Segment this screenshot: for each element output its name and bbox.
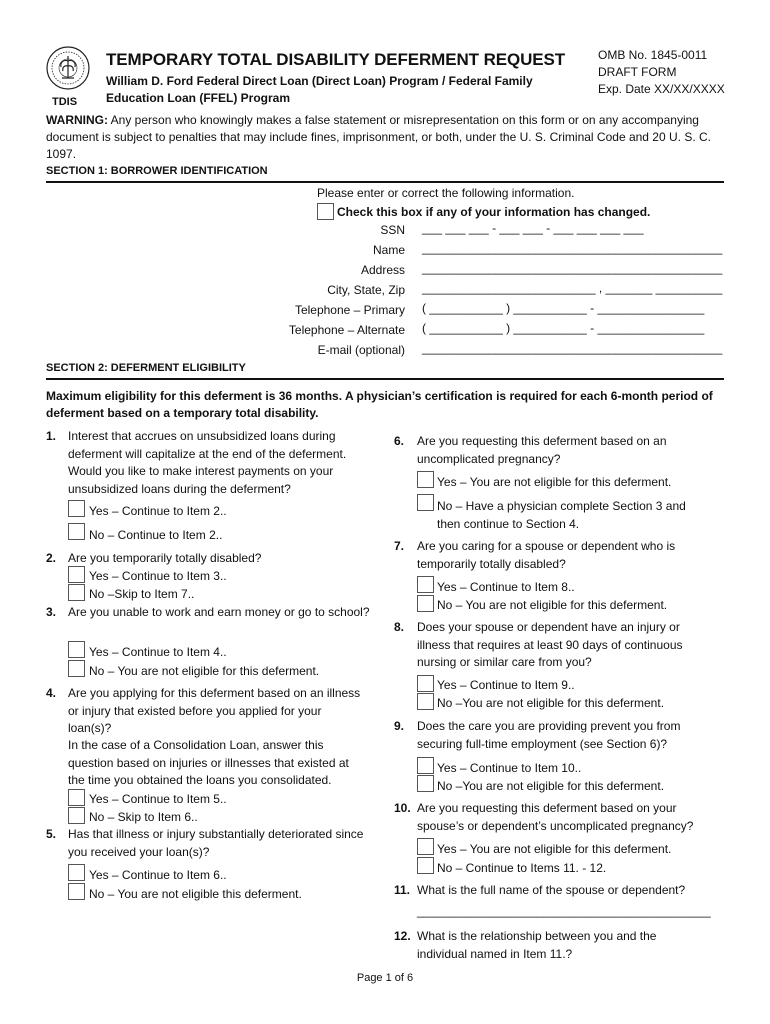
item-number: 5. <box>46 827 57 841</box>
item-4-question: Are you applying for this deferment based on an illness or injury that existed before you applied for your loan(s)? <box>68 686 361 735</box>
item-3-yes-label: Yes – Continue to Item 4.. <box>89 645 227 659</box>
item-9-yes-label: Yes – Continue to Item 10.. <box>437 761 582 775</box>
item-6-question: Are you requesting this deferment based on an uncomplicated pregnancy? <box>417 434 667 466</box>
item-11-question: What is the full name of the spouse or dependent? <box>417 883 686 897</box>
section2-heading: SECTION 2: DEFERMENT ELIGIBILITY <box>46 362 246 374</box>
item-8-yes-label: Yes – Continue to Item 9.. <box>437 678 575 692</box>
item-5-no-checkbox[interactable] <box>68 883 85 900</box>
name-field[interactable]: _____________________________________________ <box>422 241 723 255</box>
item-3-yes-checkbox[interactable] <box>68 641 85 658</box>
item-8-no-label: No –You are not eligible for this deferment. <box>437 696 665 710</box>
expiration-date: Exp. Date XX/XX/XXXX <box>598 82 725 96</box>
telephone-alternate-field[interactable]: ( ___________ ) ___________ - ________________ <box>422 321 705 335</box>
item-number: 4. <box>46 686 57 700</box>
ssn-field[interactable]: ___ ___ ___ - ___ ___ - ___ ___ ___ ___ <box>422 221 644 235</box>
item-2-no-label: No –Skip to Item 7.. <box>89 587 195 601</box>
city-state-zip-label: City, State, Zip <box>327 283 405 297</box>
item-1-yes-checkbox[interactable] <box>68 500 85 517</box>
item-4-consolidation-note: In the case of a Consolidation Loan, answer this question based on injuries or illnesses that existed at the time you obtained the loans you consolidated. <box>68 738 349 787</box>
department-seal-icon <box>46 46 90 90</box>
item-12-question: What is the relationship between you and the individual named in Item 11.? <box>417 929 657 961</box>
address-field[interactable]: _____________________________________________ <box>422 261 723 275</box>
item-number: 6. <box>394 434 405 448</box>
item-11-name-field[interactable]: ____________________________________________ <box>417 904 711 918</box>
item-10-question: Are you requesting this deferment based on your spouse’s or dependent’s uncomplicated pregnancy? <box>417 801 694 833</box>
page-number: Page 1 of 6 <box>356 972 414 984</box>
item-9-question: Does the care you are providing prevent you from securing full-time employment (see Section 6)? <box>417 719 681 751</box>
info-changed-label: Check this box if any of your information has changed. <box>337 205 651 219</box>
item-number: 1. <box>46 429 57 443</box>
item-9-no-checkbox[interactable] <box>417 775 434 792</box>
item-2-no-checkbox[interactable] <box>68 584 85 601</box>
item-3-question: Are you unable to work and earn money or go to school? <box>68 605 370 619</box>
address-label: Address <box>360 263 405 277</box>
item-4-no-checkbox[interactable] <box>68 807 85 824</box>
item-5-yes-checkbox[interactable] <box>68 864 85 881</box>
item-1-question: Interest that accrues on unsubsidized loans during deferment will capitalize at the end of the deferment. Would you like to make interest payments on your unsubsidized loans during the deferment? <box>68 429 347 496</box>
item-number: 12. <box>394 929 411 943</box>
item-5-question: Has that illness or injury substantially deteriorated since you received your loan(s)? <box>68 827 364 859</box>
item-7-yes-checkbox[interactable] <box>417 576 434 593</box>
item-8-no-checkbox[interactable] <box>417 693 434 710</box>
section1-rule <box>46 181 724 183</box>
section2-intro: Maximum eligibility for this deferment is 36 months. A physician’s certification is required for each 6-month period of deferment based on a temporary total disability. <box>46 389 713 420</box>
ssn-label: SSN <box>380 223 405 237</box>
form-title: TEMPORARY TOTAL DISABILITY DEFERMENT REQUEST <box>106 50 566 69</box>
section1-instruction: Please enter or correct the following information. <box>317 186 575 200</box>
omb-number: OMB No. 1845-0011 <box>598 48 708 62</box>
item-8-question: Does your spouse or dependent have an injury or illness that requires at least 90 days of continuous nursing or similar care from you? <box>417 620 683 669</box>
section2-rule <box>46 378 724 380</box>
item-number: 9. <box>394 719 405 733</box>
item-2-yes-label: Yes – Continue to Item 3.. <box>89 569 227 583</box>
draft-label: DRAFT FORM <box>598 65 677 79</box>
warning-text <box>46 112 726 163</box>
item-7-question: Are you caring for a spouse or dependent who is temporarily totally disabled? <box>417 539 676 571</box>
item-1-no-label: No – Continue to Item 2.. <box>89 528 223 542</box>
telephone-primary-field[interactable]: ( ___________ ) ___________ - ________________ <box>422 301 705 315</box>
item-7-yes-label: Yes – Continue to Item 8.. <box>437 580 575 594</box>
item-1-no-checkbox[interactable] <box>68 523 85 540</box>
item-10-yes-checkbox[interactable] <box>417 838 434 855</box>
city-state-zip-field[interactable]: __________________________ , _______ __________ <box>422 281 723 295</box>
item-4-yes-label: Yes – Continue to Item 5.. <box>89 792 227 806</box>
telephone-alternate-label: Telephone – Alternate <box>288 323 405 337</box>
item-6-yes-checkbox[interactable] <box>417 471 434 488</box>
item-8-yes-checkbox[interactable] <box>417 675 434 692</box>
warning-label: WARNING: <box>46 113 108 127</box>
item-2-question: Are you temporarily totally disabled? <box>68 551 262 565</box>
form-code: TDIS <box>52 96 78 108</box>
item-number: 2. <box>46 551 57 565</box>
item-4-no-label: No – Skip to Item 6.. <box>89 810 198 824</box>
item-5-yes-label: Yes – Continue to Item 6.. <box>89 868 227 882</box>
item-5-no-label: No – You are not eligible this deferment. <box>89 887 302 901</box>
item-3-no-checkbox[interactable] <box>68 660 85 677</box>
item-4-yes-checkbox[interactable] <box>68 789 85 806</box>
section1-heading: SECTION 1: BORROWER IDENTIFICATION <box>46 165 268 177</box>
item-number: 11. <box>394 883 411 897</box>
item-number: 3. <box>46 605 57 619</box>
warning-body: Any person who knowingly makes a false statement or misrepresentation on this form or on any accompanying document is subject to penalties that may include fines, imprisonment, or both, under the U. S. Criminal Code and 20 U. S. C. 1097. <box>46 113 711 161</box>
item-1-yes-label: Yes – Continue to Item 2.. <box>89 504 227 518</box>
form-subtitle: William D. Ford Federal Direct Loan (Direct Loan) Program / Federal Family Education Loan (FFEL) Program <box>106 74 533 105</box>
item-9-no-label: No –You are not eligible for this deferment. <box>437 779 665 793</box>
item-6-no-checkbox[interactable] <box>417 494 434 511</box>
omb-block <box>598 47 725 98</box>
email-field[interactable]: _____________________________________________ <box>422 341 723 355</box>
item-number: 10. <box>394 801 411 815</box>
item-7-no-label: No – You are not eligible for this deferment. <box>437 598 668 612</box>
info-changed-checkbox[interactable] <box>317 203 334 220</box>
item-3-no-label: No – You are not eligible for this deferment. <box>89 664 320 678</box>
item-10-yes-label: Yes – You are not eligible for this deferment. <box>437 842 672 856</box>
telephone-primary-label: Telephone – Primary <box>294 303 405 317</box>
item-number: 7. <box>394 539 405 553</box>
name-label: Name <box>372 243 405 257</box>
item-number: 8. <box>394 620 405 634</box>
item-6-no-label: No – Have a physician complete Section 3 and then continue to Section 4. <box>437 499 686 531</box>
email-label: E-mail (optional) <box>317 343 405 357</box>
item-6-yes-label: Yes – You are not eligible for this deferment. <box>437 475 672 489</box>
item-2-yes-checkbox[interactable] <box>68 566 85 583</box>
item-10-no-label: No – Continue to Items 11. - 12. <box>437 861 607 875</box>
item-10-no-checkbox[interactable] <box>417 857 434 874</box>
item-9-yes-checkbox[interactable] <box>417 757 434 774</box>
item-7-no-checkbox[interactable] <box>417 595 434 612</box>
